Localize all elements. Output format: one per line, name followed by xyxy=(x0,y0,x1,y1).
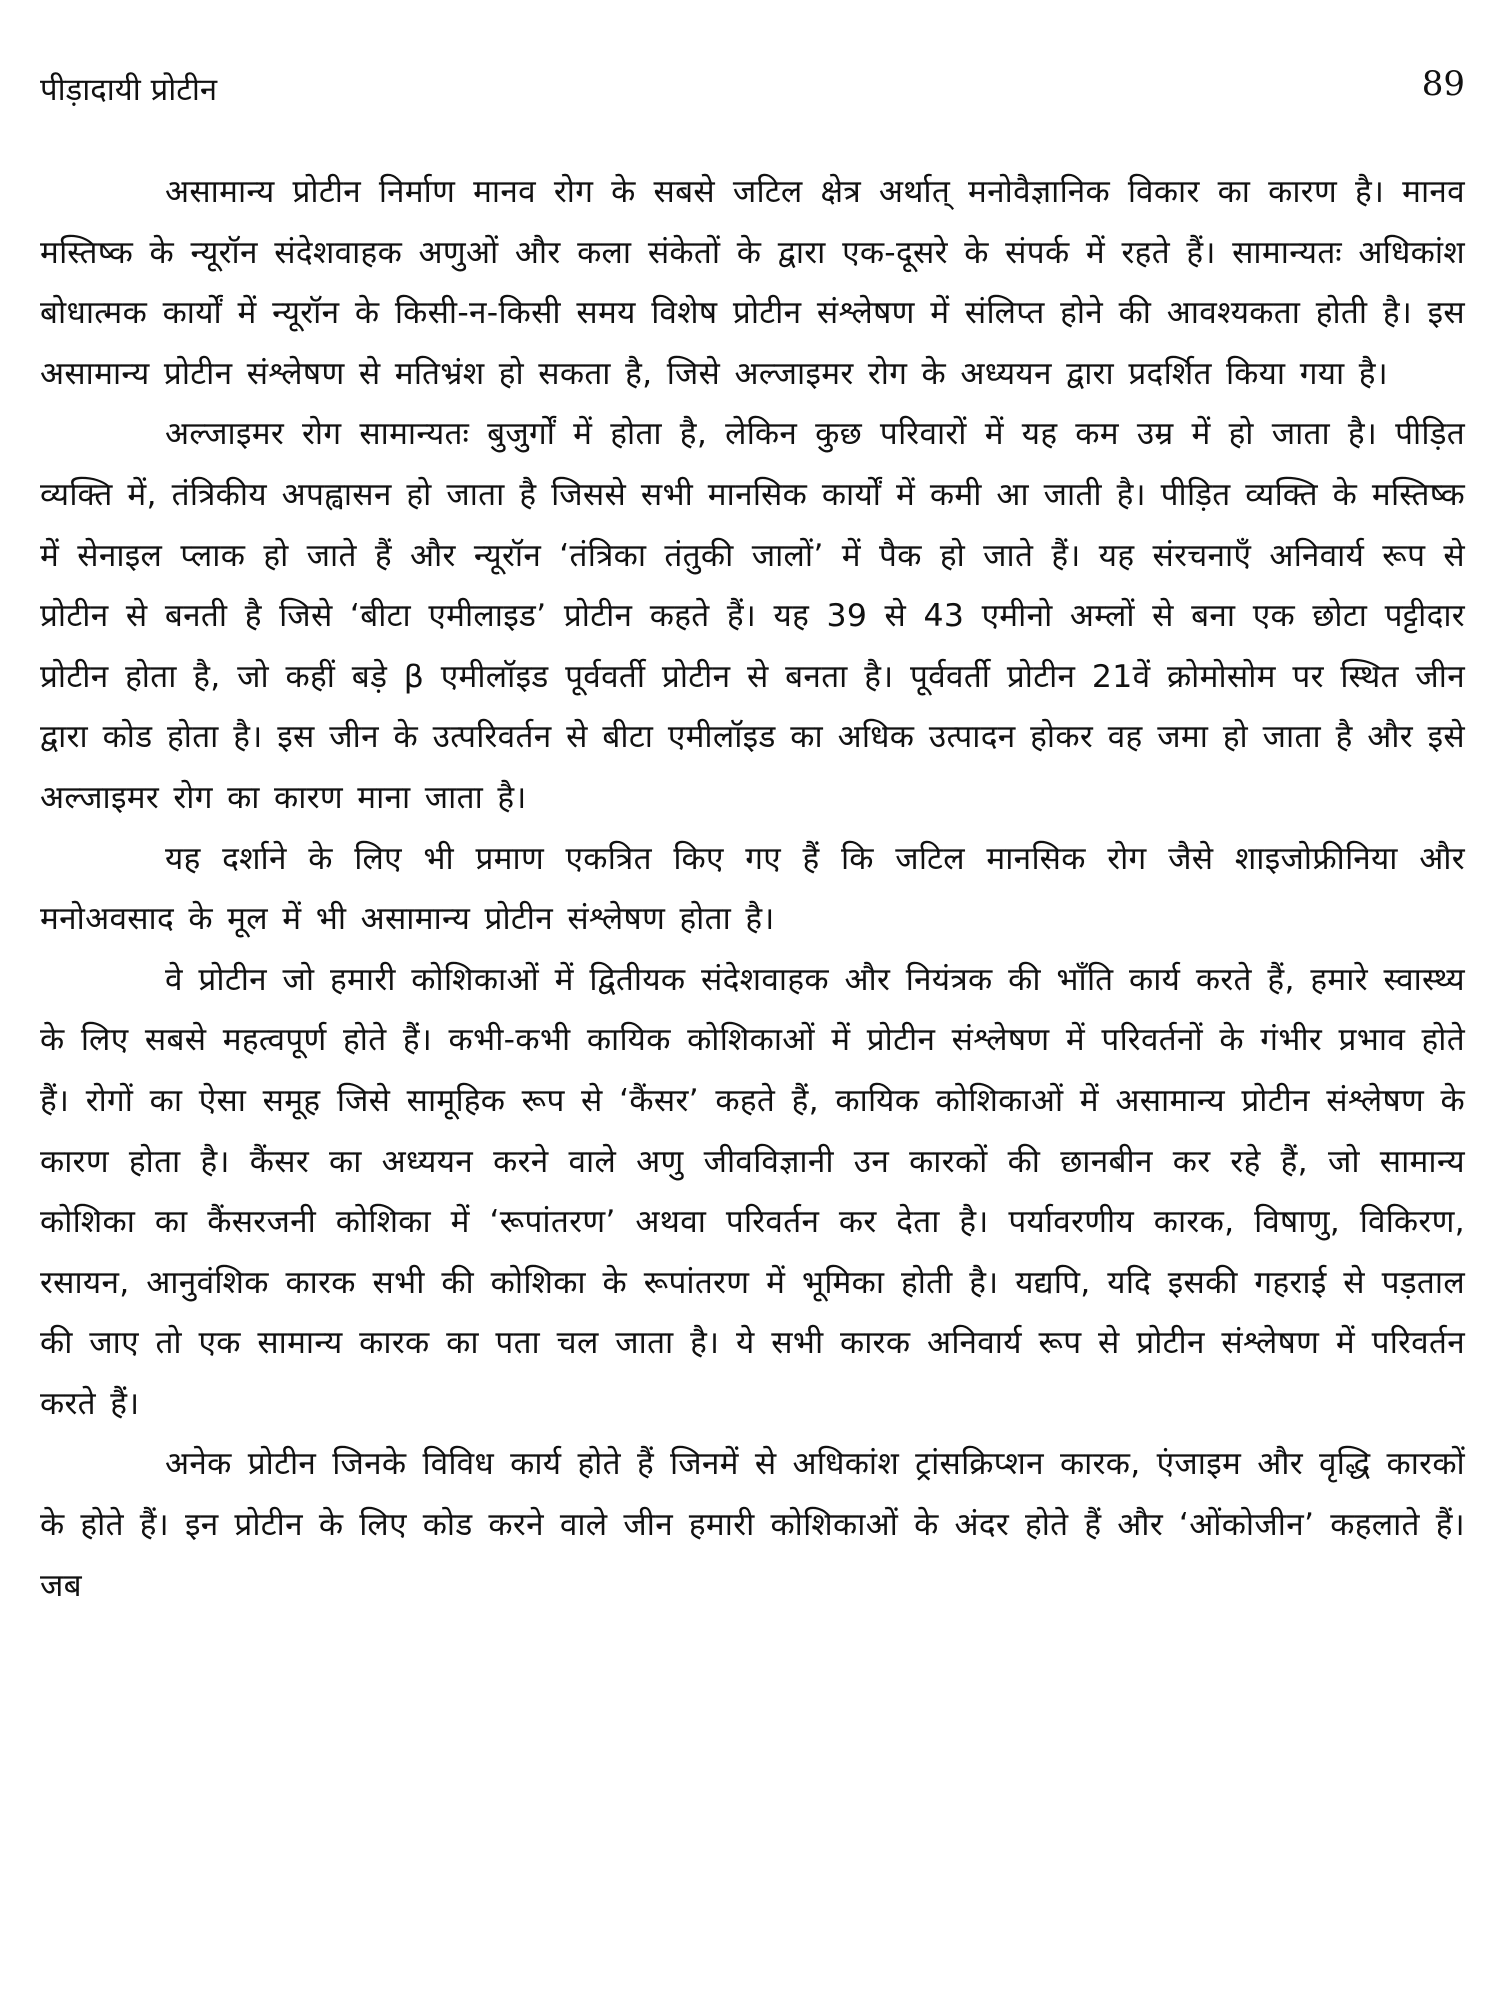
paragraph-1: असामान्य प्रोटीन निर्माण मानव रोग के सबसे जटिल क्षेत्र अर्थात् मनोवैज्ञानिक विकार का कारण है। मानव मस्तिष्क के न्यूरॉन संदेशवाहक अणुओं और कला संकेतों के द्वारा एक-दूसरे के संपर्क में रहते हैं। सामान्यतः अधिकांश बोधात्मक कार्यों में न्यूरॉन के किसी-न-किसी समय विशेष प्रोटीन संश्लेषण में संलिप्त होने की आवश्यकता होती है। इस असामान्य प्रोटीन संश्लेषण से मतिभ्रंश हो सकता है, जिसे अल्जाइमर रोग के अध्ययन द्वारा प्रदर्शित किया गया है। xyxy=(40,174,1465,392)
paragraph-5: अनेक प्रोटीन जिनके विविध कार्य होते हैं जिनमें से अधिकांश ट्रांसक्रिप्शन कारक, एंजाइम और वृद्धि कारकों के होते हैं। इन प्रोटीन के लिए कोड करने वाले जीन हमारी कोशिकाओं के अंदर होते हैं और ‘ओंकोजीन’ कहलाते हैं। जब xyxy=(40,1446,1465,1604)
page-header xyxy=(40,60,1465,122)
book-page xyxy=(40,60,1465,1980)
paragraph-2: अल्जाइमर रोग सामान्यतः बुजुर्गों में होता है, लेकिन कुछ परिवारों में यह कम उम्र में हो जाता है। पीड़ित व्यक्ति में, तंत्रिकीय अपह्वासन हो जाता है जिससे सभी मानसिक कार्यों में कमी आ जाती है। पीड़ित व्यक्ति के मस्तिष्क में सेनाइल प्लाक हो जाते हैं और न्यूरॉन ‘तंत्रिका तंतुकी जालों’ में पैक हो जाते हैं। यह संरचनाएँ अनिवार्य रूप से प्रोटीन से बनती है जिसे ‘बीटा एमीलाइड’ प्रोटीन कहते हैं। यह 39 से 43 एमीनो अम्लों से बना एक छोटा पट्टीदार प्रोटीन होता है, जो कहीं बड़े β एमीलॉइड पूर्ववर्ती प्रोटीन से बनता है। पूर्ववर्ती प्रोटीन 21वें क्रोमोसोम पर स्थित जीन द्वारा कोड होता है। इस जीन के उत्परिवर्तन से बीटा एमीलॉइड का अधिक उत्पादन होकर वह जमा हो जाता है और इसे अल्जाइमर रोग का कारण माना जाता है। xyxy=(40,416,1465,816)
body-text xyxy=(40,162,1465,1616)
running-title: पीड़ादायी प्रोटीन xyxy=(40,72,218,108)
page-number: 89 xyxy=(1421,64,1465,104)
paragraph-4: वे प्रोटीन जो हमारी कोशिकाओं में द्वितीयक संदेशवाहक और नियंत्रक की भाँति कार्य करते हैं, हमारे स्वास्थ्य के लिए सबसे महत्वपूर्ण होते हैं। कभी-कभी कायिक कोशिकाओं में प्रोटीन संश्लेषण में परिवर्तनों के गंभीर प्रभाव होते हैं। रोगों का ऐसा समूह जिसे सामूहिक रूप से ‘कैंसर’ कहते हैं, कायिक कोशिकाओं में असामान्य प्रोटीन संश्लेषण के कारण होता है। कैंसर का अध्ययन करने वाले अणु जीवविज्ञानी उन कारकों की छानबीन कर रहे हैं, जो सामान्य कोशिका का कैंसरजनी कोशिका में ‘रूपांतरण’ अथवा परिवर्तन कर देता है। पर्यावरणीय कारक, विषाणु, विकिरण, रसायन, आनुवंशिक कारक सभी की कोशिका के रूपांतरण में भूमिका होती है। यद्यपि, यदि इसकी गहराई से पड़ताल की जाए तो एक सामान्य कारक का पता चल जाता है। ये सभी कारक अनिवार्य रूप से प्रोटीन संश्लेषण में परिवर्तन करते हैं। xyxy=(40,961,1465,1422)
paragraph-3: यह दर्शाने के लिए भी प्रमाण एकत्रित किए गए हैं कि जटिल मानसिक रोग जैसे शाइजोफ्रीनिया और मनोअवसाद के मूल में भी असामान्य प्रोटीन संश्लेषण होता है। xyxy=(40,840,1465,938)
